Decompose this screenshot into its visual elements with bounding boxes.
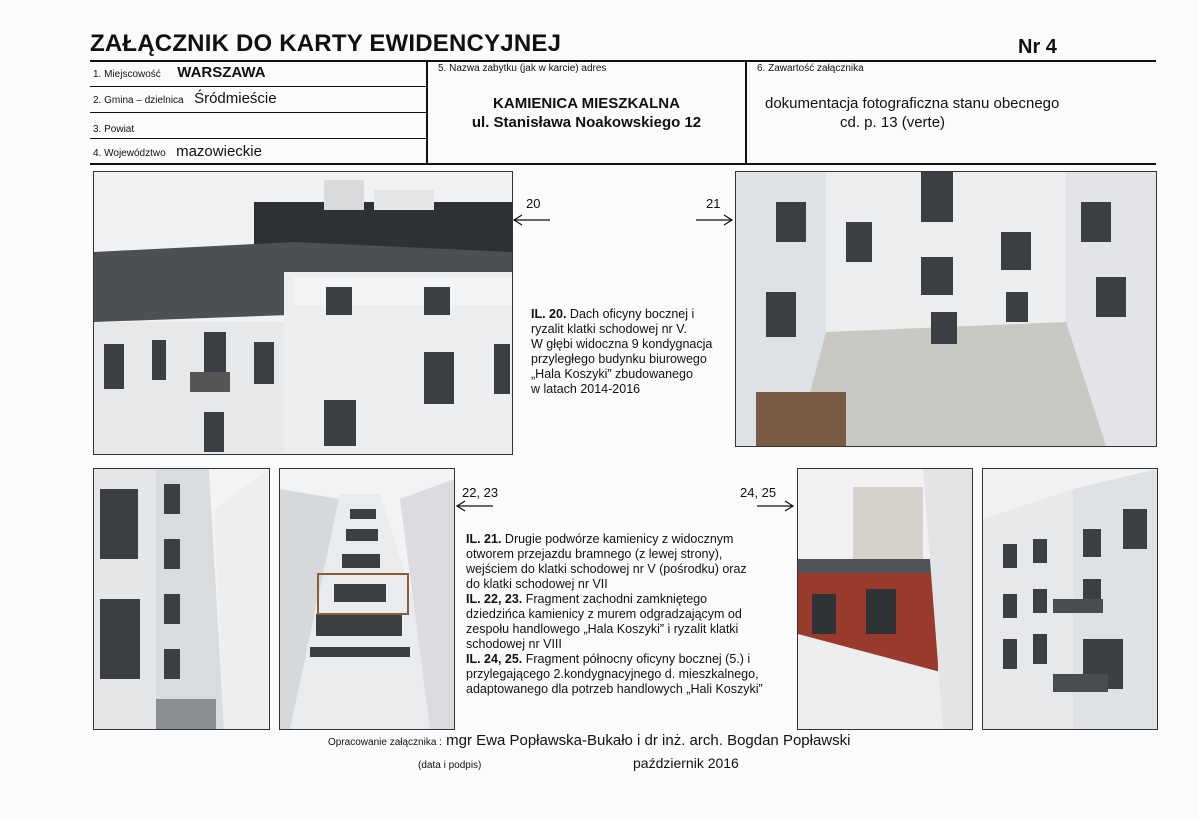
header-top-rule bbox=[90, 60, 1156, 62]
arrow-label-21: 21 bbox=[706, 196, 721, 211]
caption-text: przyległego budynku biurowego bbox=[531, 352, 707, 366]
field-label: 2. Gmina – dzielnica bbox=[93, 95, 184, 106]
caption-text: w latach 2014-2016 bbox=[531, 382, 641, 396]
second-courtyard-image bbox=[736, 172, 1156, 446]
narrow-wall-image bbox=[94, 469, 269, 729]
caption-text: zespołu handlowego „Hala Koszyki” i ryzalit klatki bbox=[466, 622, 739, 636]
caption-text: „Hala Koszyki” zbudowanego bbox=[531, 367, 693, 381]
field-wojewodztwo bbox=[93, 143, 262, 161]
arrow-right-icon bbox=[694, 213, 734, 227]
header-divider-2 bbox=[745, 60, 747, 164]
caption-text: otworem przejazdu bramnego (z lewej strony), bbox=[466, 547, 723, 561]
field-gmina bbox=[93, 90, 277, 108]
photo-25 bbox=[982, 468, 1158, 730]
zawartosc-line-1: dokumentacja fotograficzna stanu obecnego bbox=[765, 95, 1060, 112]
field-value: mazowieckie bbox=[176, 143, 262, 160]
photo-24 bbox=[797, 468, 973, 730]
zawartosc-line-2: cd. p. 13 (verte) bbox=[840, 114, 946, 131]
caption-number: IL. 22, 23. bbox=[466, 592, 523, 606]
field-rule-3 bbox=[90, 138, 426, 139]
document-number: Nr 4 bbox=[1018, 36, 1057, 58]
stair-risalit-image bbox=[280, 469, 454, 729]
zawartosc-label: 6. Zawartość załącznika bbox=[757, 63, 864, 74]
caption-text: dziedzińca kamienicy z murem odgradzającym od bbox=[466, 607, 742, 621]
caption-text: adaptowanego dla potrzeb handlowych „Hali Koszyki” bbox=[466, 682, 763, 696]
nazwa-line-1: KAMIENICA MIESZKALNA bbox=[493, 95, 680, 112]
arrow-label-24-25: 24, 25 bbox=[740, 485, 777, 500]
field-label: 4. Województwo bbox=[93, 148, 166, 159]
header-bottom-rule bbox=[90, 163, 1156, 165]
field-label: 1. Miejscowość bbox=[93, 69, 161, 80]
arrow-left-icon bbox=[455, 499, 495, 513]
photo-22 bbox=[93, 468, 270, 730]
caption-text: przylegającego 2.kondygnacyjnego d. mieszkalnego, bbox=[466, 667, 759, 681]
prepared-value: mgr Ewa Popławska-Bukało i dr inż. arch. Bogdan Popławski bbox=[441, 732, 851, 749]
document-title: ZAŁĄCZNIK DO KARTY EWIDENCYJNEJ bbox=[90, 30, 562, 57]
arrow-label-20: 20 bbox=[526, 196, 541, 211]
nazwa-label: 5. Nazwa zabytku (jak w karcie) adres bbox=[438, 63, 607, 74]
photo-23 bbox=[279, 468, 455, 730]
caption-text: wejściem do klatki schodowej nr V (pośrodku) oraz bbox=[466, 562, 747, 576]
header-divider-1 bbox=[426, 60, 428, 164]
sign-label: (data i podpis) bbox=[418, 760, 482, 771]
field-value: Śródmieście bbox=[194, 90, 277, 107]
field-powiat bbox=[93, 119, 134, 137]
caption-number: IL. 20. bbox=[531, 307, 567, 321]
arrow-label-22-23: 22, 23 bbox=[462, 485, 499, 500]
caption-text: Fragment północny oficyny bocznej (5.) i bbox=[522, 652, 751, 666]
caption-il-21-25 bbox=[466, 532, 796, 697]
caption-text: ryzalit klatki schodowej nr V. bbox=[531, 322, 687, 336]
field-value: WARSZAWA bbox=[177, 64, 266, 81]
caption-text: Drugie podwórze kamienicy z widocznym bbox=[501, 532, 734, 546]
field-miejscowosc bbox=[93, 64, 266, 82]
courtyard-roof-image bbox=[94, 172, 512, 454]
north-wing-image bbox=[798, 469, 972, 729]
field-label: 3. Powiat bbox=[93, 124, 135, 135]
caption-number: IL. 21. bbox=[466, 532, 502, 546]
field-rule-1 bbox=[90, 86, 426, 87]
caption-text: do klatki schodowej nr VII bbox=[466, 577, 608, 591]
caption-il-20 bbox=[531, 307, 731, 397]
prepared-label: Opracowanie załącznika : bbox=[328, 737, 442, 748]
field-rule-2 bbox=[90, 112, 426, 113]
caption-text: Dach oficyny bocznej i bbox=[566, 307, 695, 321]
caption-text: schodowej nr VIII bbox=[466, 637, 562, 651]
photo-21 bbox=[735, 171, 1157, 447]
caption-number: IL. 24, 25. bbox=[466, 652, 523, 666]
caption-text: Fragment zachodni zamkniętego bbox=[522, 592, 708, 606]
nazwa-line-2: ul. Stanisława Noakowskiego 12 bbox=[471, 114, 702, 131]
arrow-right-icon bbox=[755, 499, 795, 513]
caption-text: W głębi widoczna 9 kondygnacja bbox=[531, 337, 713, 351]
footer-prepared bbox=[328, 732, 850, 749]
footer-date: październik 2016 bbox=[633, 755, 739, 771]
arrow-left-icon bbox=[512, 213, 552, 227]
outbuilding-facade-image bbox=[983, 469, 1157, 729]
photo-20 bbox=[93, 171, 513, 455]
